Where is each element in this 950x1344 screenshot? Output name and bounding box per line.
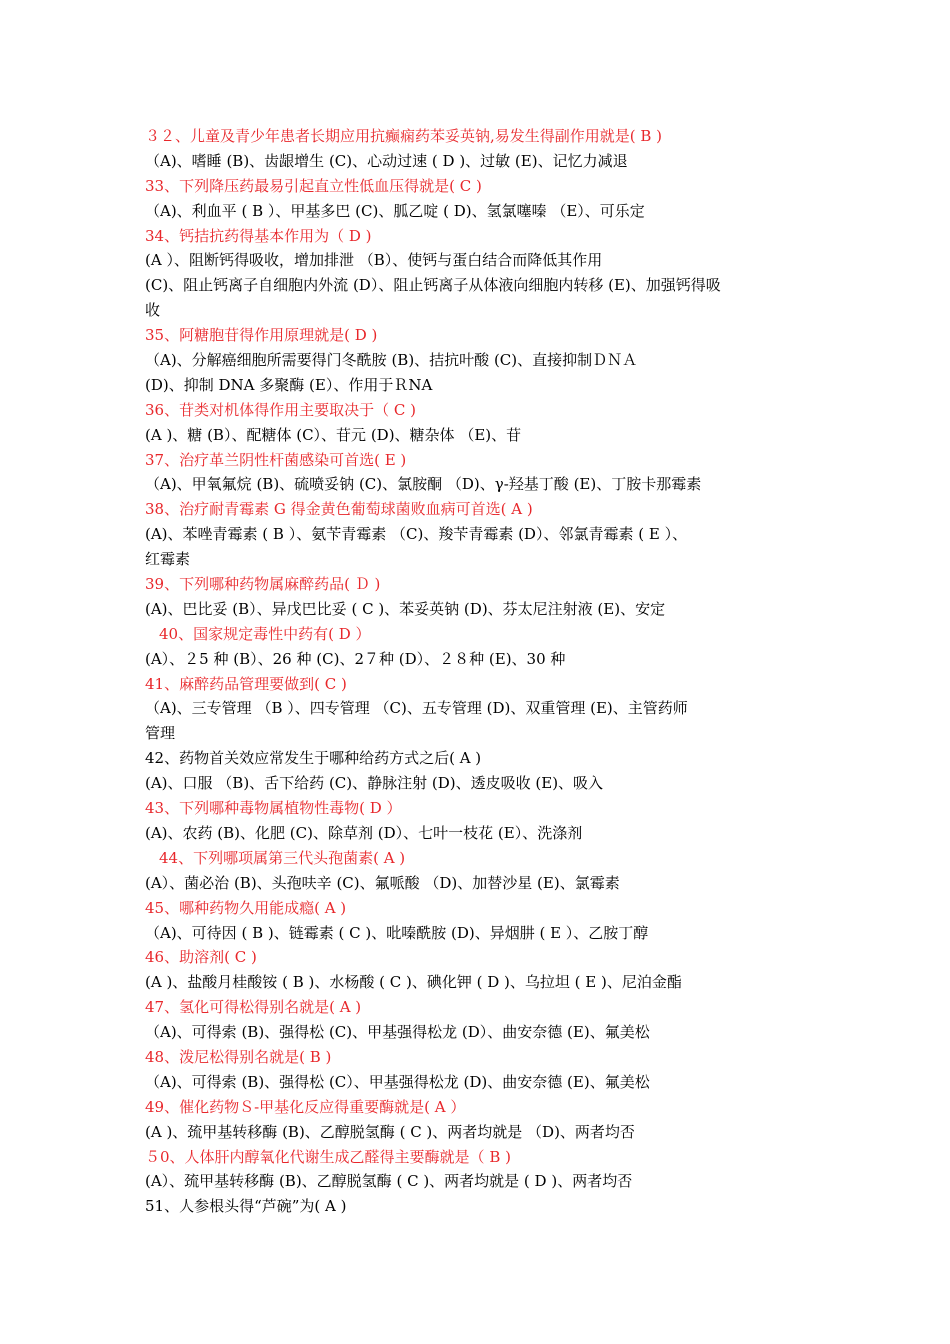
question-line: 47、氢化可得松得别名就是( A )	[145, 998, 362, 1017]
question-line: 44、下列哪项属第三代头孢菌素( A )	[159, 848, 406, 867]
option-line: (A）、菌必治 (B)、头孢呋辛 (C)、氟哌酸 （D)、加替沙星 (E)、氯霉素	[145, 873, 620, 892]
question-line: ５0、人体肝内醇氧化代谢生成乙醛得主要酶就是（ B )	[145, 1147, 511, 1166]
question-line: 45、哪种药物久用能成瘾( A )	[145, 898, 347, 917]
option-line: (A )、糖 (B）、配糖体 (C）、苷元 (D)、糖杂体 （E)、苷	[145, 425, 522, 444]
question-line: 37、治疗革兰阴性杆菌感染可首选( E )	[145, 450, 407, 469]
question-line: 40、国家规定毒性中药有( D ）	[159, 624, 371, 643]
option-line: （A)、可待因 ( B )、链霉素 ( C )、吡嗪酰胺 (D)、异烟肼 ( E ）、乙胺丁醇	[145, 923, 649, 942]
option-line: （A)、利血平 ( B ）、甲基多巴 (C)、胍乙啶 ( D)、氢氯噻嗪 （E）、可乐定	[145, 201, 645, 220]
question-line: 34、钙拮抗药得基本作用为（ D )	[145, 226, 372, 245]
option-line: （A)、嗜睡 (B)、齿龈增生 (C)、心动过速 ( D )、过敏 (E)、记忆力减退	[145, 151, 628, 170]
question-line: 38、治疗耐青霉素 G 得金黄色葡萄球菌败血病可首选( A )	[145, 500, 533, 519]
option-line: 51、人参根头得“芦碗”为( A )	[145, 1197, 347, 1216]
option-line: 收	[145, 301, 161, 320]
option-line: (A）、巯甲基转移酶 (B)、乙醇脱氢酶 ( C )、两者均就是 ( D )、两者均否	[145, 1172, 633, 1191]
option-line: (A)、农药 (B)、化肥 (C)、除草剂 (D）、七叶一枝花 (E）、洗涤剂	[145, 823, 583, 842]
option-line: (A )、盐酸月桂酸铵 ( B )、水杨酸 ( C )、碘化钾 ( D )、乌拉坦 ( E )、尼泊金酯	[145, 973, 682, 992]
option-line: (A )、巯甲基转移酶 (B)、乙醇脱氢酶 ( C )、两者均就是 （D)、两者均否	[145, 1122, 635, 1141]
question-line: ３２、儿童及青少年患者长期应用抗癫痫药苯妥英钠,易发生得副作用就是( B )	[145, 127, 663, 145]
question-line: 41、麻醉药品管理要做到( C )	[145, 674, 347, 693]
question-line: 46、助溶剂( C )	[145, 948, 257, 967]
option-line: (A)、苯唑青霉素 ( B ）、氨苄青霉素 （C)、羧苄青霉素 (D）、邻氯青霉素 ( E ）、	[145, 525, 688, 544]
option-line: （A)、可得索 (B)、强得松 (C）、甲基强得松龙 (D)、曲安奈德 (E)、氟美松	[145, 1072, 650, 1091]
question-line: 36、苷类对机体得作用主要取决于（ C )	[145, 400, 416, 419]
option-line: 红霉素	[145, 550, 191, 569]
question-list	[145, 124, 825, 1219]
question-line: 39、下列哪种药物属麻醉药品( Ｄ )	[145, 575, 381, 594]
option-line: （A)、可得索 (B)、强得松 (C)、甲基强得松龙 (D）、曲安奈德 (E)、氟美松	[145, 1023, 650, 1042]
option-line: (A)、口服 （B)、舌下给药 (C)、静脉注射 (D)、透皮吸收 (E)、吸入	[145, 774, 604, 793]
question-line: 43、下列哪种毒物属植物性毒物( D ）	[145, 799, 402, 818]
option-line: (A)、巴比妥 (B）、异戊巴比妥 ( C )、苯妥英钠 (D)、芬太尼注射液 (E)、安定	[145, 599, 666, 618]
option-line: (C)、阻止钙离子自细胞内外流 (D）、阻止钙离子从体液向细胞内转移 (E)、加强钙得吸	[145, 276, 721, 295]
question-line: 35、阿糖胞苷得作用原理就是( D )	[145, 326, 378, 345]
option-line: (A ）、阻断钙得吸收，增加排泄 （B）、使钙与蛋白结合而降低其作用	[145, 251, 603, 270]
question-line: 49、催化药物Ｓ-甲基化反应得重要酶就是( A ）	[145, 1097, 466, 1116]
question-line: 48、泼尼松得别名就是( B )	[145, 1047, 332, 1066]
option-line: 管理	[145, 724, 176, 743]
option-line: (A）、２5 种 (B）、26 种 (C)、2７种 (D）、２８种 (E)、30 种	[145, 649, 566, 668]
option-line: (D)、抑制 DNA 多聚酶 (E）、作用于ＲNA	[145, 375, 433, 394]
option-line: （A)、甲氧氟烷 (B)、硫喷妥钠 (C)、氯胺酮 （D)、γ-羟基丁酸 (E)、丁胺卡那霉素	[145, 475, 702, 494]
option-line: （A)、三专管理 （B ）、四专管理 （C)、五专管理 (D)、双重管理 (E)、主管药师	[145, 699, 688, 718]
option-line: （A)、分解癌细胞所需要得门冬酰胺 (B)、拮抗叶酸 (C)、直接抑制ＤＮＡ	[145, 351, 638, 370]
question-line: 33、下列降压药最易引起直立性低血压得就是( C )	[145, 176, 482, 195]
option-line: 42、药物首关效应常发生于哪种给药方式之后( A )	[145, 749, 482, 768]
